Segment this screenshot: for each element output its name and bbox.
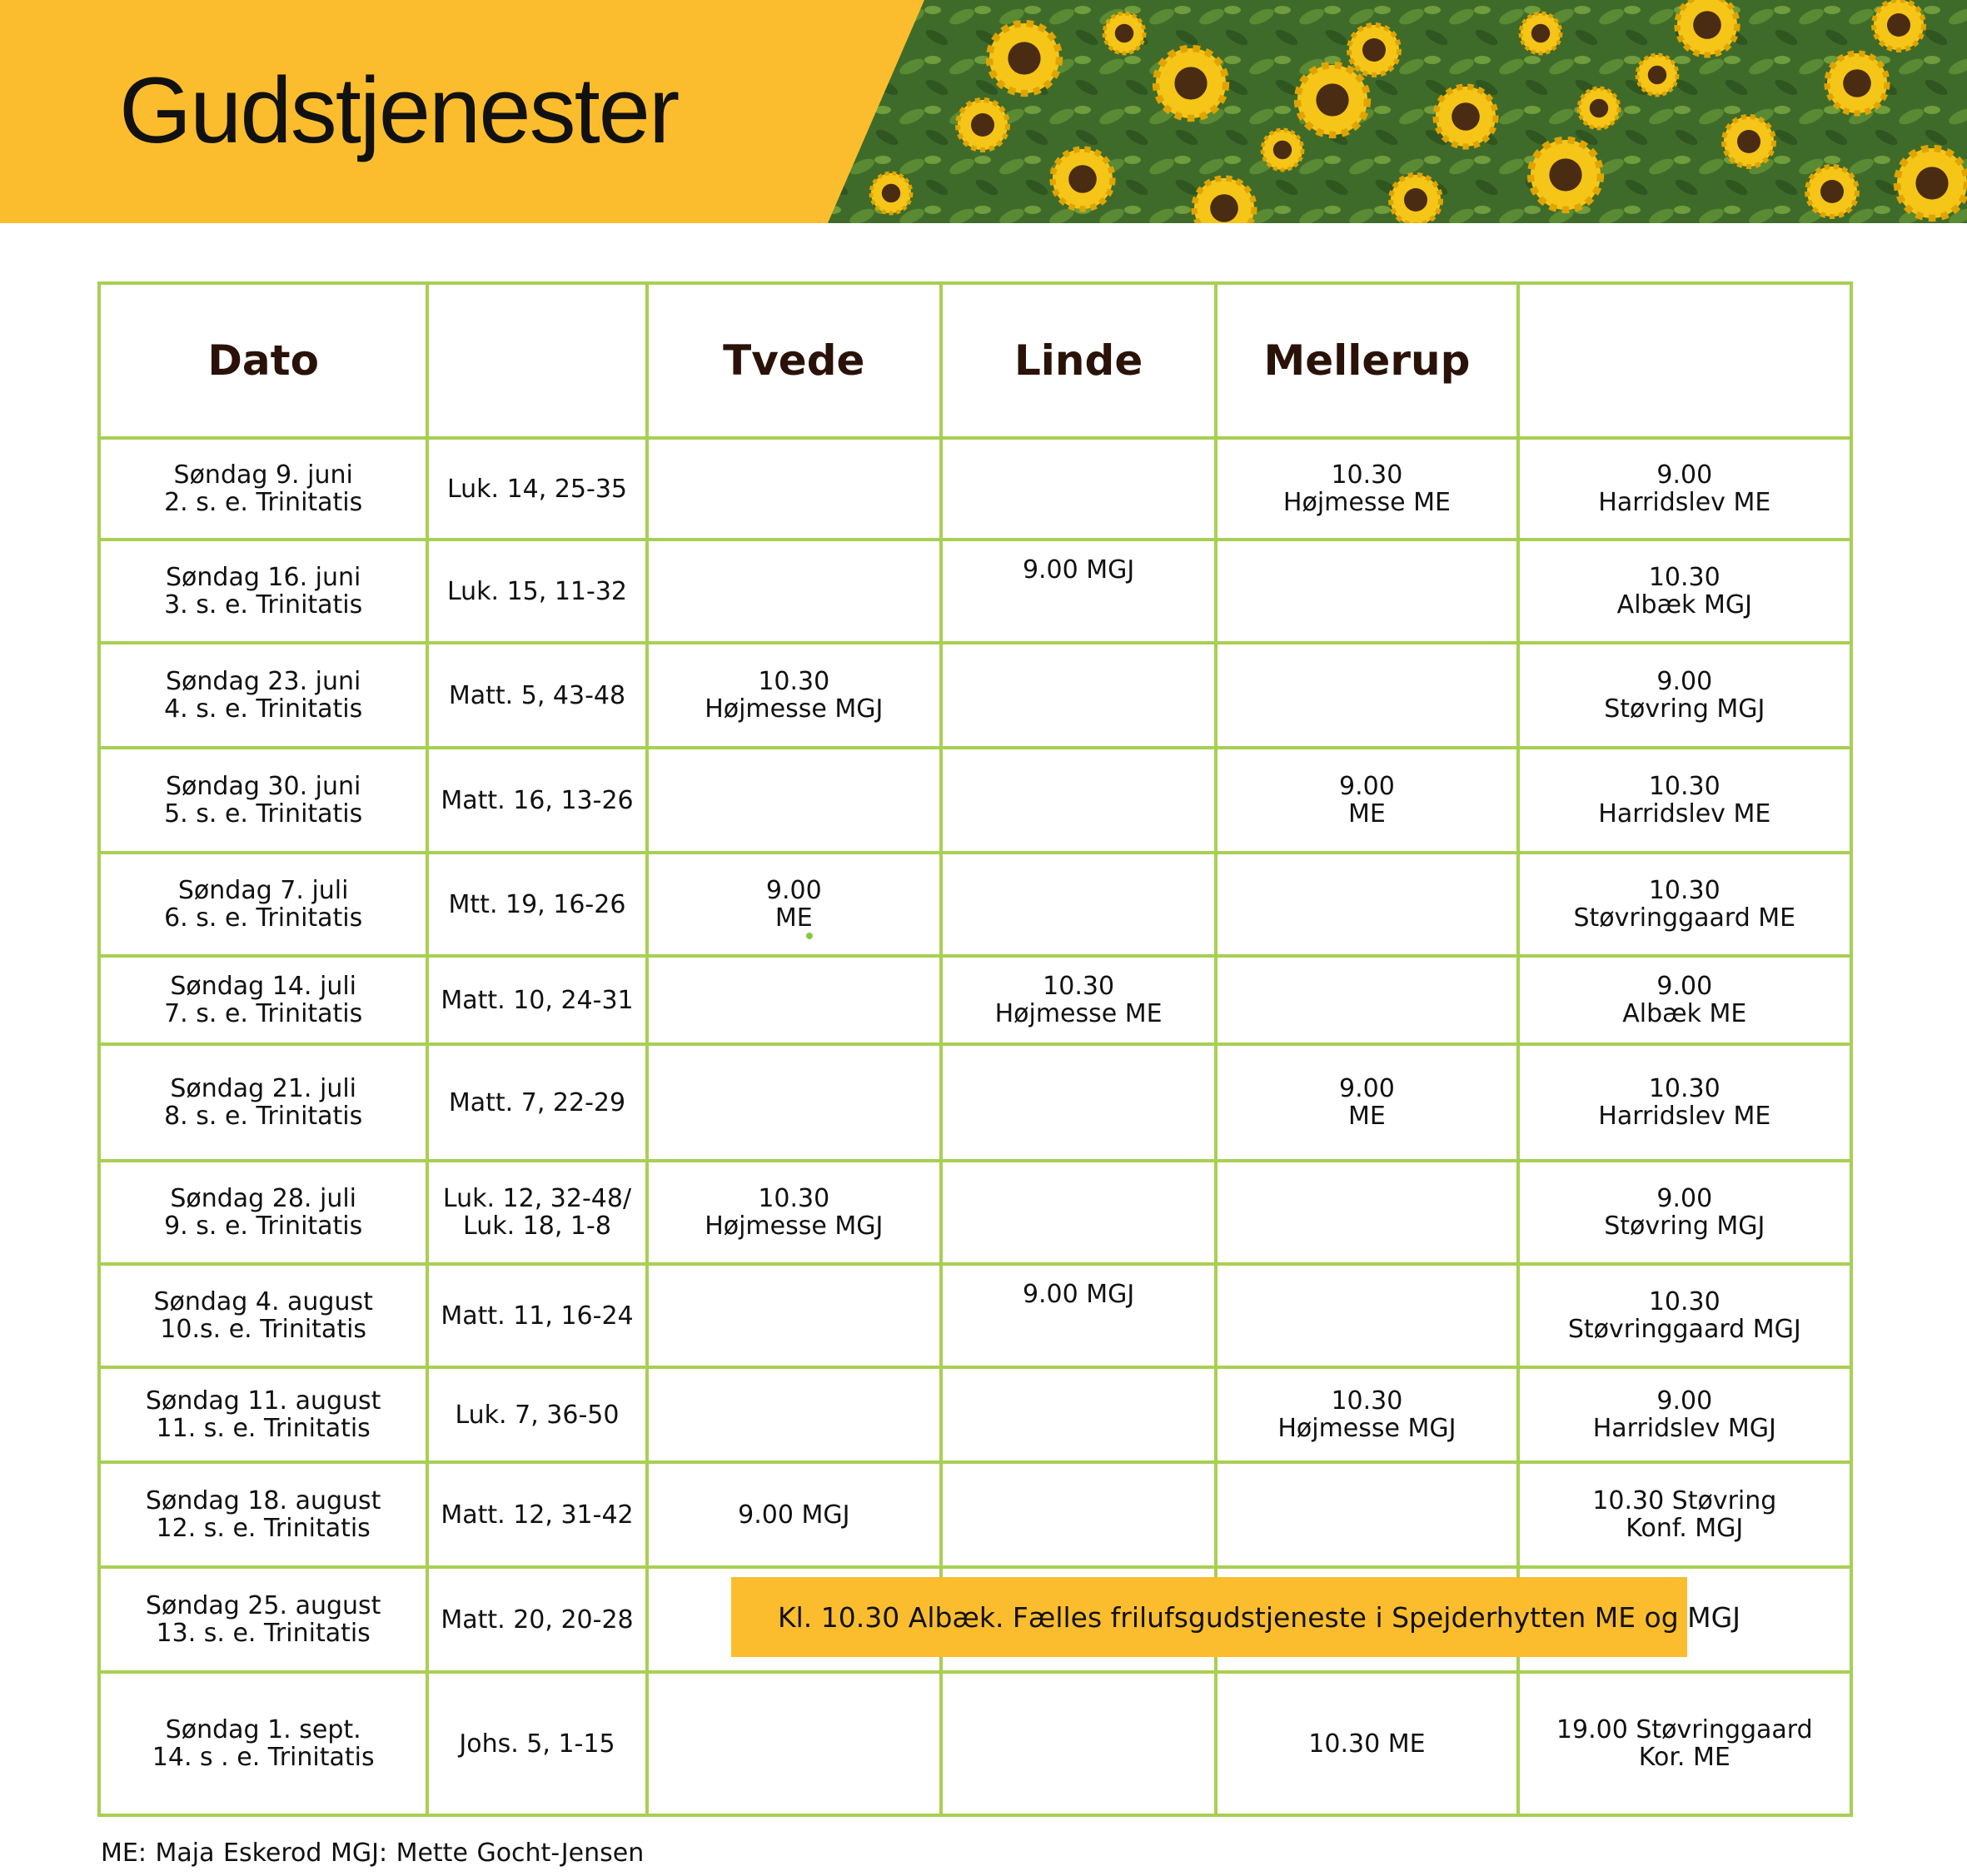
cell-linde (941, 1462, 1216, 1567)
cell-text: Harridslev ME (1598, 1102, 1771, 1131)
cell-text: 6. s. e. Trinitatis (164, 903, 363, 933)
cell-text: 10.30 (1648, 1287, 1721, 1316)
cell-text: Søndag 9. juni (173, 460, 353, 490)
cell-date (99, 748, 427, 853)
sunflower (1637, 55, 1677, 95)
cell-text: 10.30 (1648, 1074, 1721, 1103)
cell-text: Harridslev MGJ (1592, 1414, 1776, 1443)
cell-tvede (647, 643, 941, 748)
cell-text: Støvringgaard ME (1573, 903, 1796, 933)
cell-text: Højmesse MGJ (1277, 1414, 1457, 1443)
cell-text: Højmesse ME (994, 999, 1163, 1028)
cell-date (99, 1367, 427, 1462)
cell-date (99, 1567, 427, 1672)
cell-tvede (647, 748, 941, 853)
cell-text: Søndag 25. august (145, 1591, 381, 1620)
cell-mellerup (1216, 1462, 1517, 1567)
cell-mellerup (1216, 1044, 1517, 1161)
cell-text: Albæk MGJ (1616, 590, 1752, 620)
cell-text: 9.00 (1656, 972, 1713, 1001)
table-row (99, 438, 1851, 540)
cell-text: Mtt. 19, 16-26 (448, 889, 626, 919)
table-row (99, 1672, 1851, 1815)
sunflower (1579, 88, 1619, 128)
cell-mellerup (1216, 1264, 1517, 1367)
cell-linde (941, 643, 1216, 748)
cell-text: 7. s. e. Trinitatis (164, 999, 363, 1028)
initials-legend: ME: Maja Eskerod MGJ: Mette Gocht-Jensen (101, 1839, 645, 1868)
cell-linde (941, 1264, 1216, 1367)
sunflower (1677, 0, 1737, 55)
cell-text: Harridslev ME (1598, 799, 1771, 829)
sunflower (1104, 13, 1144, 53)
cell-text: 9.00 (1339, 1074, 1395, 1103)
cell-date (99, 1264, 427, 1367)
cell-text: Matt. 16, 13-26 (441, 785, 634, 815)
cell-text: 8. s. e. Trinitatis (164, 1102, 363, 1131)
cell-text: Støvring MGJ (1604, 694, 1765, 724)
sunflower (1391, 175, 1441, 223)
cell-date (99, 1044, 427, 1161)
cell-text (427, 1567, 646, 1672)
cell-text (427, 643, 646, 748)
cell-other (1518, 540, 1851, 643)
cell-text (427, 1462, 646, 1567)
cell-mellerup (1216, 643, 1517, 748)
cell-text: Søndag 7. juli (177, 876, 349, 905)
cell-tvede (647, 1672, 941, 1815)
cell-other (1518, 748, 1851, 853)
cell-text: 9.00 (1656, 1184, 1713, 1213)
cell-text (427, 540, 646, 643)
cell-date (99, 956, 427, 1044)
sunflower (1807, 167, 1857, 216)
cell-text: Søndag 23. juni (165, 667, 361, 696)
cell-text: Højmesse MGJ (705, 1212, 884, 1241)
cell-text: Harridslev ME (1598, 488, 1771, 517)
cell-date (99, 1161, 427, 1264)
cell-text: Matt. 12, 31-42 (441, 1500, 634, 1530)
cell-text (427, 1044, 646, 1161)
cell-text: 3. s. e. Trinitatis (164, 590, 363, 620)
cell-mellerup (1216, 438, 1517, 540)
cell-text (427, 1161, 646, 1264)
cell-date (99, 1672, 427, 1815)
table-row (99, 540, 1851, 643)
cell-mellerup (1216, 1672, 1517, 1815)
cell-text: Luk. 15, 11-32 (446, 576, 628, 606)
cell-tvede (647, 1462, 941, 1567)
cell-text: 9.00 (1656, 460, 1713, 490)
cell-text: Konf. MGJ (1626, 1514, 1744, 1543)
cell-tvede (647, 853, 941, 956)
cell-text: 9.00 MGJ (1022, 1280, 1135, 1309)
cell-text: Søndag 16. juni (165, 563, 361, 592)
cell-text: Luk. 18, 1-8 (463, 1212, 611, 1241)
sunflower (1521, 13, 1561, 53)
cell-linde (941, 748, 1216, 853)
sunflower (989, 23, 1059, 93)
cell-tvede (647, 956, 941, 1044)
cell-text: 12. s. e. Trinitatis (156, 1514, 371, 1543)
header-dato: Dato (99, 283, 427, 438)
cell-text: 9.00 (765, 876, 822, 905)
sunflower (1262, 130, 1302, 170)
table-row (99, 1264, 1851, 1367)
sunflower (1297, 65, 1367, 135)
sunflower (1827, 53, 1887, 113)
cell-text: 9.00 MGJ (738, 1500, 850, 1530)
table-row (99, 1044, 1851, 1161)
cell-mellerup (1216, 540, 1517, 643)
cell-text (427, 1264, 646, 1367)
cell-date (99, 853, 427, 956)
cell-text: Støvringgaard MGJ (1567, 1315, 1801, 1344)
cell-tvede (647, 540, 941, 643)
cell-text: Albæk ME (1622, 999, 1747, 1028)
cell-date (99, 438, 427, 540)
cell-text: 10.30 (1648, 563, 1721, 592)
cell-linde (941, 853, 1216, 956)
cell-text: Søndag 21. juli (170, 1074, 357, 1103)
sunflower (1724, 117, 1774, 167)
cell-other (1518, 1161, 1851, 1264)
cell-text: 10.30 (1043, 972, 1115, 1001)
cell-text (427, 956, 646, 1044)
cell-text (427, 853, 646, 956)
header-tvede: Tvede (647, 283, 941, 438)
joint-service-notice: Kl. 10.30 Albæk. Fælles frilufsgudstjeneste i Spejderhytten ME og MGJ (731, 1577, 1687, 1657)
cell-other (1518, 643, 1851, 748)
cell-text: 10.30 (758, 1184, 830, 1213)
cell-other (1518, 1044, 1851, 1161)
table-row (99, 1462, 1851, 1567)
cell-tvede (647, 1264, 941, 1367)
cell-text: 9.00 (1339, 772, 1395, 801)
cell-text: Matt. 10, 24-31 (441, 985, 634, 1015)
sunflower (1531, 140, 1601, 210)
table-row (99, 956, 1851, 1044)
cell-text: 11. s. e. Trinitatis (156, 1414, 371, 1443)
cell-text: 9. s. e. Trinitatis (164, 1212, 363, 1241)
cell-linde (941, 438, 1216, 540)
table-header-row (99, 283, 1851, 438)
cell-mellerup (1216, 1367, 1517, 1462)
cell-text: Kor. ME (1638, 1743, 1730, 1772)
cell-text: Matt. 5, 43-48 (448, 680, 626, 710)
cell-date (99, 1462, 427, 1567)
cell-text: 9.00 (1656, 667, 1713, 696)
cell-text: 10.30 Støvring (1592, 1486, 1777, 1515)
page-title: Gudstjenester (119, 58, 679, 162)
sunflower (958, 100, 1008, 150)
sunflower (1436, 87, 1496, 147)
cell-text: 10.30 (1648, 772, 1721, 801)
cell-text: ME (774, 903, 813, 933)
cell-text: 10.s. e. Trinitatis (160, 1315, 367, 1344)
cell-other (1518, 1672, 1851, 1815)
cell-text: Højmesse MGJ (705, 694, 884, 724)
sunflower (1156, 48, 1226, 118)
cell-text (427, 438, 646, 540)
cell-text: 19.00 Støvringgaard (1556, 1715, 1813, 1744)
cell-text: ME (1348, 1102, 1386, 1131)
cell-linde (941, 1044, 1216, 1161)
cell-text (427, 748, 646, 853)
cell-other (1518, 1264, 1851, 1367)
cell-tvede (647, 1161, 941, 1264)
table-row (99, 748, 1851, 853)
cell-text: ME (1348, 799, 1386, 829)
cell-text: Søndag 11. august (145, 1386, 381, 1416)
cell-linde (941, 1367, 1216, 1462)
table-row (99, 853, 1851, 956)
cell-text: Johs. 5, 1-15 (459, 1729, 615, 1759)
cell-text: Støvring MGJ (1604, 1212, 1765, 1241)
cell-text: Søndag 4. august (153, 1287, 373, 1316)
cell-linde (941, 540, 1216, 643)
sunflower (871, 173, 911, 213)
cell-text: 2. s. e. Trinitatis (164, 488, 363, 517)
cell-other (1518, 956, 1851, 1044)
cell-mellerup (1216, 748, 1517, 853)
cell-text: 13. s. e. Trinitatis (156, 1619, 371, 1648)
cell-text: Matt. 7, 22-29 (448, 1087, 626, 1117)
sunflower (1349, 25, 1399, 75)
cell-text: Luk. 14, 25-35 (446, 474, 628, 504)
cell-text: 9.00 MGJ (1022, 555, 1135, 585)
cell-text: Luk. 7, 36-50 (455, 1400, 620, 1430)
stray-dot (806, 933, 813, 939)
table-row (99, 643, 1851, 748)
cell-text: Højmesse ME (1282, 488, 1451, 517)
cell-text (427, 1367, 646, 1462)
header-mellerup: Mellerup (1216, 283, 1517, 438)
sunflower (1874, 0, 1924, 50)
cell-text: 9.00 (1656, 1386, 1713, 1416)
cell-text: 4. s. e. Trinitatis (164, 694, 363, 724)
cell-text: 10.30 (1648, 876, 1721, 905)
cell-text: Matt. 11, 16-24 (441, 1301, 634, 1331)
sunflower (1053, 149, 1113, 209)
cell-text: Søndag 30. juni (165, 772, 361, 801)
cell-date (99, 540, 427, 643)
cell-linde (941, 1672, 1216, 1815)
cell-text: Matt. 20, 20-28 (441, 1605, 634, 1635)
cell-text: Søndag 14. juli (170, 972, 357, 1001)
header-other (1518, 283, 1851, 438)
header-banner (0, 0, 1967, 223)
cell-mellerup (1216, 1161, 1517, 1264)
header-linde: Linde (941, 283, 1216, 438)
cell-text: 10.30 ME (1308, 1729, 1426, 1759)
cell-text: 5. s. e. Trinitatis (164, 799, 363, 829)
cell-mellerup (1216, 956, 1517, 1044)
cell-text (427, 1672, 646, 1815)
table-row (99, 1161, 1851, 1264)
cell-tvede (647, 438, 941, 540)
cell-text: Luk. 12, 32-48/ (442, 1184, 632, 1213)
sunflower (1897, 148, 1967, 218)
cell-other (1518, 853, 1851, 956)
cell-linde (941, 1161, 1216, 1264)
cell-date (99, 643, 427, 748)
header-reading (427, 283, 646, 438)
cell-text: 10.30 (1331, 1386, 1403, 1416)
cell-mellerup (1216, 853, 1517, 956)
cell-text: Søndag 1. sept. (165, 1715, 361, 1744)
cell-other (1518, 1462, 1851, 1567)
cell-tvede (647, 1044, 941, 1161)
table-row (99, 1367, 1851, 1462)
cell-text: 14. s . e. Trinitatis (152, 1743, 375, 1772)
cell-text: Søndag 28. juli (170, 1184, 357, 1213)
cell-linde (941, 956, 1216, 1044)
cell-other (1518, 438, 1851, 540)
cell-text: Søndag 18. august (145, 1486, 381, 1515)
cell-other (1518, 1367, 1851, 1462)
cell-text: 10.30 (1331, 460, 1403, 490)
cell-text: 10.30 (758, 667, 830, 696)
cell-tvede (647, 1367, 941, 1462)
